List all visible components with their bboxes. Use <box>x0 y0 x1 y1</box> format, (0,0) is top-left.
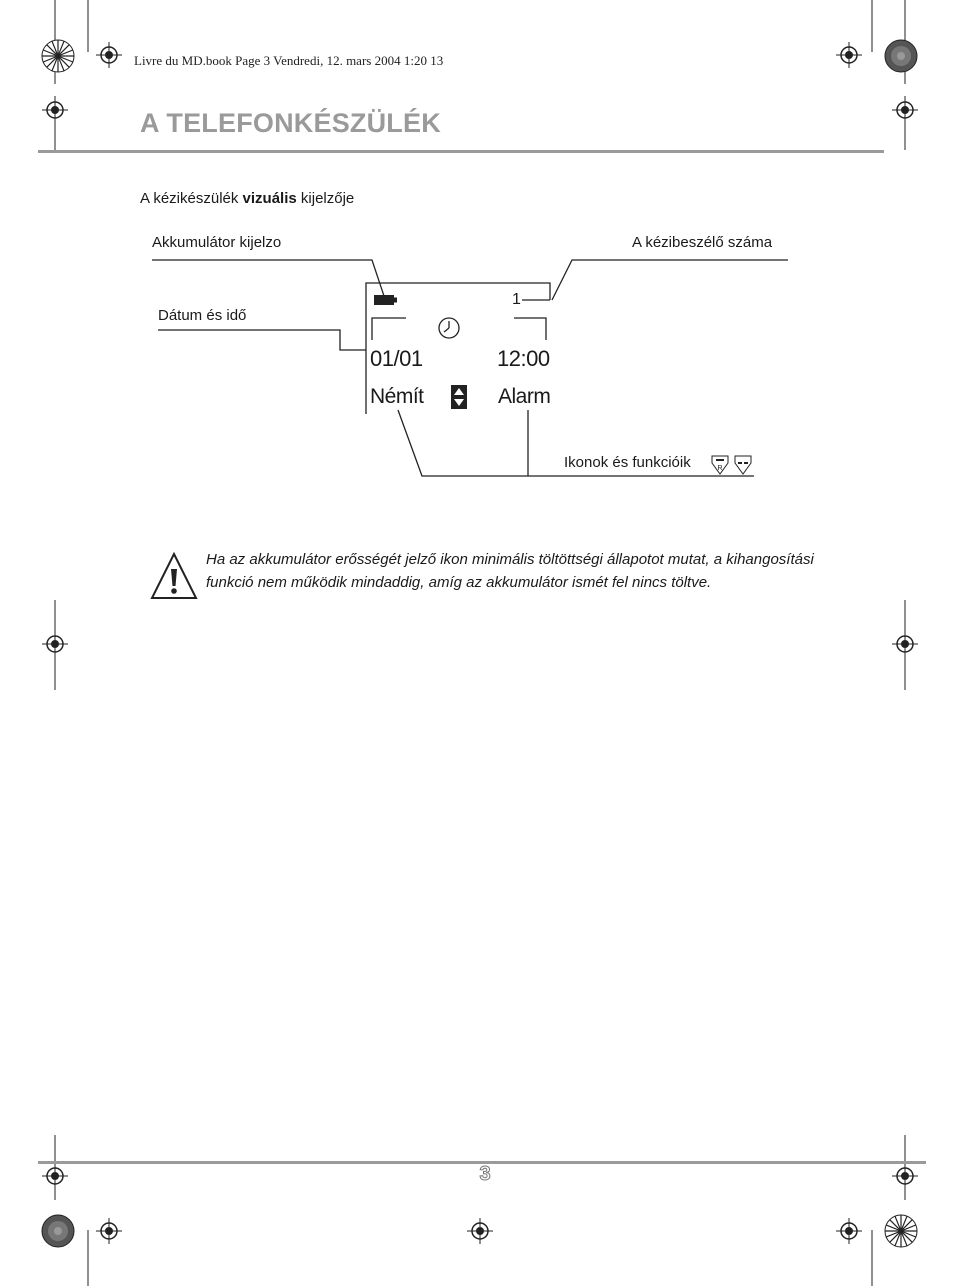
intercom-key-icon <box>734 455 752 475</box>
navigation-arrows-icon <box>451 385 467 409</box>
clock-icon <box>437 316 461 340</box>
handset-number-value: 1 <box>512 291 521 308</box>
icons-functions-label: Ikonok és funkcióik <box>564 454 691 471</box>
page-number: 3 <box>479 1163 491 1185</box>
page-title: A TELEFONKÉSZÜLÉK <box>140 108 441 138</box>
svg-text:R: R <box>717 465 723 472</box>
date-time-label: Dátum és idő <box>158 307 247 324</box>
warning-triangle-icon <box>150 552 198 600</box>
date-value: 01/01 <box>370 346 423 371</box>
warning-text: Ha az akkumulátor erősségét jelző ikon minimális töltöttségi állapotot mutat, a kihangosítási funkció nem működik mindaddig, amíg az akkumulátor ismét fel nincs töltve. <box>206 551 814 591</box>
handset-number-label: A kézibeszélő száma <box>632 234 773 251</box>
subtitle-text: A kézikészülék <box>140 190 243 207</box>
mute-soft-key: Némít <box>370 385 424 408</box>
r-key-icon <box>711 455 729 475</box>
book-header: Livre du MD.book Page 3 Vendredi, 12. mars 2004 1:20 13 <box>134 53 444 68</box>
battery-indicator-label: Akkumulátor kijelzo <box>152 234 282 251</box>
subtitle-text-end: kijelzője <box>296 190 355 207</box>
time-value: 12:00 <box>497 346 550 371</box>
alarm-soft-key: Alarm <box>498 385 551 408</box>
battery-icon <box>374 294 398 306</box>
subtitle-bold-text: vizuális <box>242 190 297 207</box>
